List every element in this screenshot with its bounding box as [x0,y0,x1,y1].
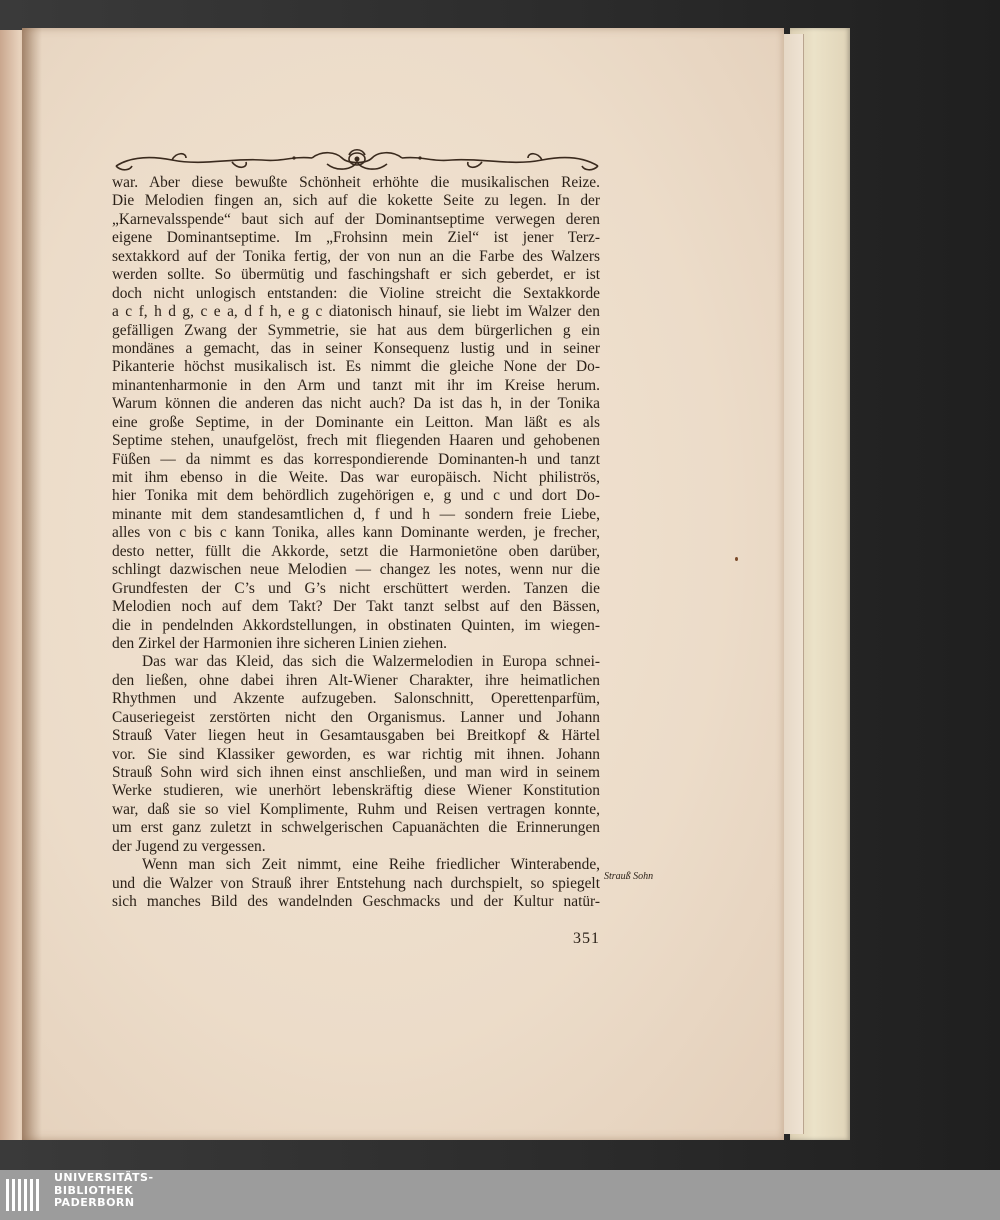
text-line: Das war das Kleid, das sich die Walzermelodien in Europa schnei- [142,653,600,671]
text-line: Warum können die anderen das nicht auch? Da ist das h, in der Tonika [112,395,600,413]
text-line: Strauß Sohn wird sich ihnen einst anschließen, und man wird in seinem [112,764,600,781]
text-line: Rhythmen und Akzente aufzugeben. Salonschnitt, Operettenparfüm, [112,690,600,708]
text-line: Wenn man sich Zeit nimmt, eine Reihe friedlicher Winterabende, [142,856,600,874]
text-line: die in pendelnden Akkordstellungen, in obstinaten Quinten, im wiegen- [112,616,600,634]
text-line: Pikanterie höchst musikalisch ist. Es nimmt die gleiche None der Do- [112,358,600,376]
text-line: der Jugend zu vergessen. [112,837,266,855]
text-line: mit ihm ebenso in die Weite. Das war europäisch. Nicht philiströs, [112,469,600,486]
text-line: sextakkord auf der Tonika fertig, der von nun an die Farbe des Walzers [112,247,600,265]
text-line: eine große Septime, in der Dominante ein Leitton. Man läßt es als [112,413,600,431]
text-line: minantenharmonie in den Arm und tanzt mit ihr im Kreise herum. [112,376,600,394]
paper-speck [735,557,738,561]
text-line: schlingt dazwischen neue Melodien — changez les notes, wenn nur die [112,561,600,579]
text-line: und die Walzer von Strauß ihrer Entstehung nach durchspielt, so spiegelt [112,874,600,892]
text-line: Werke studieren, wie unerhört lebenskräftig diese Wiener Konstitution [112,782,600,800]
text-line: alles von c bis c kann Tonika, alles kann Dominante werden, je frecher, [112,524,600,542]
library-name-line3: PADERBORN [54,1196,135,1209]
text-line: Melodien noch auf dem Takt? Der Takt tanzt selbst auf den Bässen, [112,598,600,616]
text-line: Die Melodien fingen an, sich auf die kokette Seite zu legen. In der [112,192,600,210]
text-line: „Karnevalsspende“ baut sich auf der Dominantseptime verwegen deren [112,210,600,228]
text-line: den ließen, ohne dabei ihren Alt-Wiener Charakter, ihre heimatlichen [112,671,600,689]
text-line: mondänes a gemacht, das in seiner Konsequenz lustig und in seiner [112,339,600,357]
text-line: um erst ganz zuletzt in schwelgerischen Capuanächten die Erinnerungen [112,819,600,837]
text-line: werden sollte. So übermütig und faschingshaft er sich geberdet, er ist [112,266,600,284]
ornament-headpiece-icon [112,146,602,176]
text-line: war. Aber diese bewußte Schönheit erhöhte die musikalischen Reize. [112,174,600,191]
text-line: gefälligen Zwang der Symmetrie, sie hat aus dem bürgerlichen g ein [112,321,600,339]
library-name-line2: BIBLIOTHEK [54,1183,134,1197]
body-text [112,174,600,912]
library-name [54,1172,154,1210]
text-line: Füßen — da nimmt es das korrespondierende Dominanten-h und tanzt [112,450,600,468]
text-line: den Zirkel der Harmonien ihre sicheren Linien ziehen. [112,634,448,652]
page-number: 351 [573,930,600,947]
text-line: Causeriegeist zerstörten nicht den Organismus. Lanner und Johann [112,708,600,726]
text-line: a c f, h d g, c e a, d f h, e g c diatonisch hinauf, sie liebt im Walzer den [112,303,600,321]
library-name-line1: UNIVERSITÄTS- [54,1171,154,1184]
text-line: war, daß sie so viel Komplimente, Ruhm und Reisen vertragen konnte, [112,800,600,818]
page-gutter-shadow [22,28,42,1140]
library-logo-icon [4,1173,48,1217]
text-line: doch nicht unlogisch entstanden: die Violine streicht die Sextakkorde [112,284,600,302]
text-line: hier Tonika mit dem behördlich zugehörigen e, g und c und dort Do- [112,487,600,505]
margin-note: Strauß Sohn [604,871,654,882]
text-line: Septime stehen, unaufgelöst, frech mit fliegenden Haaren und gehobenen [112,432,600,450]
text-line: Grundfesten der C’s und G’s nicht erschüttert werden. Tanzen die [112,579,600,597]
text-line: desto netter, füllt die Akkorde, setzt die Harmonietöne oben darüber, [112,542,600,560]
text-line: vor. Sie sind Klassiker geworden, es war richtig mit ihnen. Johann [112,745,600,763]
text-line: Strauß Vater liegen heut in Gesamtausgaben bei Breitkopf & Härtel [112,727,600,745]
text-line: minante mit dem standesamtlichen d, f und h — sondern freie Liebe, [112,505,600,523]
text-line: eigene Dominantseptime. Im „Frohsinn mein Ziel“ ist jener Terz- [112,229,600,247]
text-line: sich manches Bild des wandelnden Geschmacks und der Kultur natür- [112,893,600,911]
